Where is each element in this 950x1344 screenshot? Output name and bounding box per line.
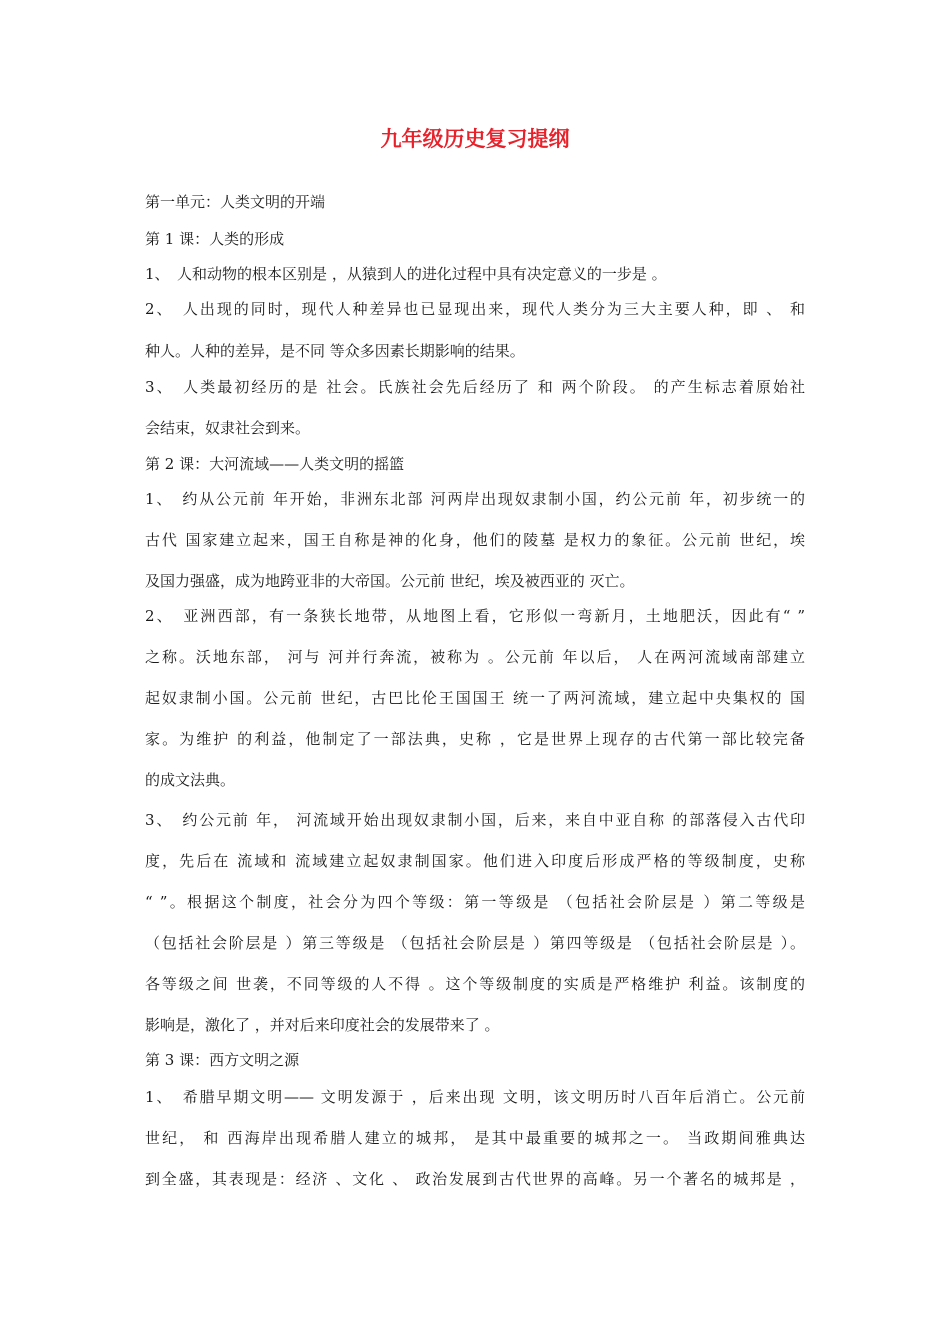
paragraph-line: “ ”。根据这个制度，社会分为四个等级：第一等级是 （包括社会阶层是 ）第二等级是 <box>145 893 805 911</box>
paragraph-line: 3、 约公元前 年， 河流域开始出现奴隶制小国，后来，来自中亚自称 的部落侵入古代印 <box>145 811 805 829</box>
paragraph-line: 会结束，奴隶社会到来。 <box>145 419 311 437</box>
unit-heading: 第一单元：人类文明的开端 <box>145 193 326 211</box>
paragraph-line: 影响是，激化了 ，并对后来印度社会的发展带来了 。 <box>145 1016 500 1034</box>
paragraph-line: 世纪， 和 西海岸出现希腊人建立的城邦， 是其中最重要的城邦之一。 当政期间雅典达 <box>145 1129 805 1147</box>
paragraph-line: 到全盛，其表现是：经济 、文化 、 政治发展到古代世界的高峰。另一个著名的城邦是 ， <box>145 1170 805 1188</box>
paragraph-line: 1、 希腊早期文明—— 文明发源于 ，后来出现 文明，该文明历时八百年后消亡。公元前 <box>145 1088 805 1106</box>
paragraph-line: 2、 亚洲西部，有一条狭长地带，从地图上看，它形似一弯新月，土地肥沃，因此有“ ” <box>145 607 805 625</box>
paragraph-line: 家。为维护 的利益，他制定了一部法典，史称 ，它是世界上现存的古代第一部比较完备 <box>145 730 805 748</box>
lesson-heading: 第 1 课：人类的形成 <box>145 230 285 248</box>
paragraph-line: 1、 约从公元前 年开始，非洲东北部 河两岸出现奴隶制小国，约公元前 年，初步统一的 <box>145 490 805 508</box>
paragraph-line: 2、 人出现的同时，现代人种差异也已显现出来，现代人类分为三大主要人种，即 、 和 <box>145 300 805 318</box>
paragraph-line: 及国力强盛，成为地跨亚非的大帝国。公元前 世纪，埃及被西亚的 灭亡。 <box>145 572 635 590</box>
paragraph-line: 各等级之间 世袭，不同等级的人不得 。这个等级制度的实质是严格维护 利益。该制度的 <box>145 975 805 993</box>
paragraph-line: 古代 国家建立起来，国王自称是神的化身，他们的陵墓 是权力的象征。公元前 世纪，埃 <box>145 531 805 549</box>
document-title: 九年级历史复习提纲 <box>380 127 570 151</box>
paragraph-line: 种人。人种的差异，是不同 等众多因素长期影响的结果。 <box>145 342 525 360</box>
lesson-heading: 第 2 课：大河流域——人类文明的摇篮 <box>145 455 405 473</box>
paragraph-line: 度，先后在 流域和 流域建立起奴隶制国家。他们进入印度后形成严格的等级制度，史称 <box>145 852 805 870</box>
lesson-heading: 第 3 课：西方文明之源 <box>145 1051 300 1069</box>
paragraph-line: 之称。沃地东部， 河与 河并行奔流，被称为 。公元前 年以后， 人在两河流域南部建立 <box>145 648 805 666</box>
paragraph-line: （包括社会阶层是 ）第三等级是 （包括社会阶层是 ）第四等级是 （包括社会阶层是 ）。 <box>145 934 805 952</box>
paragraph-line: 1、 人和动物的根本区别是 ，从猿到人的进化过程中具有决定意义的一步是 。 <box>145 265 667 283</box>
paragraph-line: 3、 人类最初经历的是 社会。氏族社会先后经历了 和 两个阶段。 的产生标志着原始社 <box>145 378 805 396</box>
paragraph-line: 的成文法典。 <box>145 771 236 789</box>
paragraph-line: 起奴隶制小国。公元前 世纪，古巴比伦王国国王 统一了两河流域，建立起中央集权的 国 <box>145 689 805 707</box>
